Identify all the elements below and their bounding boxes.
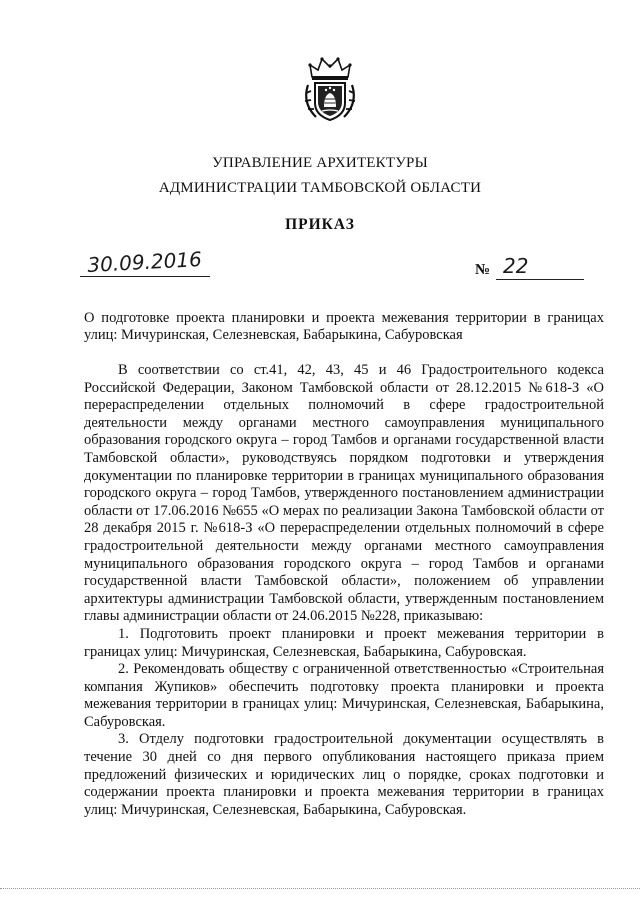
order-item-3: 3. Отделу подготовки градостроительной документации осуществлять в течение 30 дней со дня первого опубликования настоящего приказа прием предложений физических и юридических лиц о порядке, сроках подготовки и содержании проекта планировки и проекта межевания территории в границах улиц: Мичуринская, Селезневская, Бабарыкина, Сабуровская.: [84, 731, 604, 818]
document-type-title: ПРИКАЗ: [285, 216, 355, 233]
order-subject: О подготовке проекта планировки и проекта межевания территории в границах улиц: Мичуринская, Селезневская, Бабарыкина, Сабуровская: [84, 310, 604, 343]
date-underline: [80, 276, 210, 277]
order-number: 22: [503, 254, 529, 278]
order-date: 30.09.2016: [86, 247, 203, 277]
organization-name-line2: АДМИНИСТРАЦИИ ТАМБОВСКОЙ ОБЛАСТИ: [158, 180, 482, 196]
order-number-label: №: [475, 262, 491, 278]
scan-edge-line: [0, 888, 640, 889]
coat-of-arms-icon: [302, 55, 358, 123]
preamble-paragraph: В соответствии со ст.41, 42, 43, 45 и 46 Градостроительного кодекса Российской Федерации, Законом Тамбовской области от 28.12.2015 №618-З «О перераспределении отдельных полномочий в сфере градостроительной деятельности между органами местного самоуправления муниципального образования городского округа – город Тамбов и органами государственной власти Тамбовской области», руководствуясь порядком подготовки и утверждения документации по планировке территории в границах муниципального образования городского округа – город Тамбов, утвержденного постановлением администрации области от 17.06.2016 №655 «О мерах по реализации Закона Тамбовской области от 28 декабря 2015 г. №618-З «О перераспределении отдельных полномочий в сфере градостроительной деятельности между органами местного самоуправления муниципального образования городского округа – город Тамбов и органами государственной власти Тамбовской области», положением об управлении архитектуры администрации Тамбовской области, утвержденным постановлением главы администрации области от 24.06.2015 №228, приказываю:: [84, 362, 604, 625]
number-underline: [496, 279, 584, 280]
organization-name-line1: УПРАВЛЕНИЕ АРХИТЕКТУРЫ: [212, 155, 428, 171]
order-item-1: 1. Подготовить проект планировки и проект межевания территории в границах улиц: Мичуринская, Селезневская, Бабарыкина, Сабуровская.: [84, 625, 604, 660]
order-item-2: 2. Рекомендовать обществу с ограниченной ответственностью «Строительная компания Жупиков» обеспечить подготовку проекта планировки и проекта межевания территории в границах улиц: Мичуринская, Селезневская, Бабарыкина, Сабуровская.: [84, 661, 604, 730]
order-body: [84, 362, 604, 819]
